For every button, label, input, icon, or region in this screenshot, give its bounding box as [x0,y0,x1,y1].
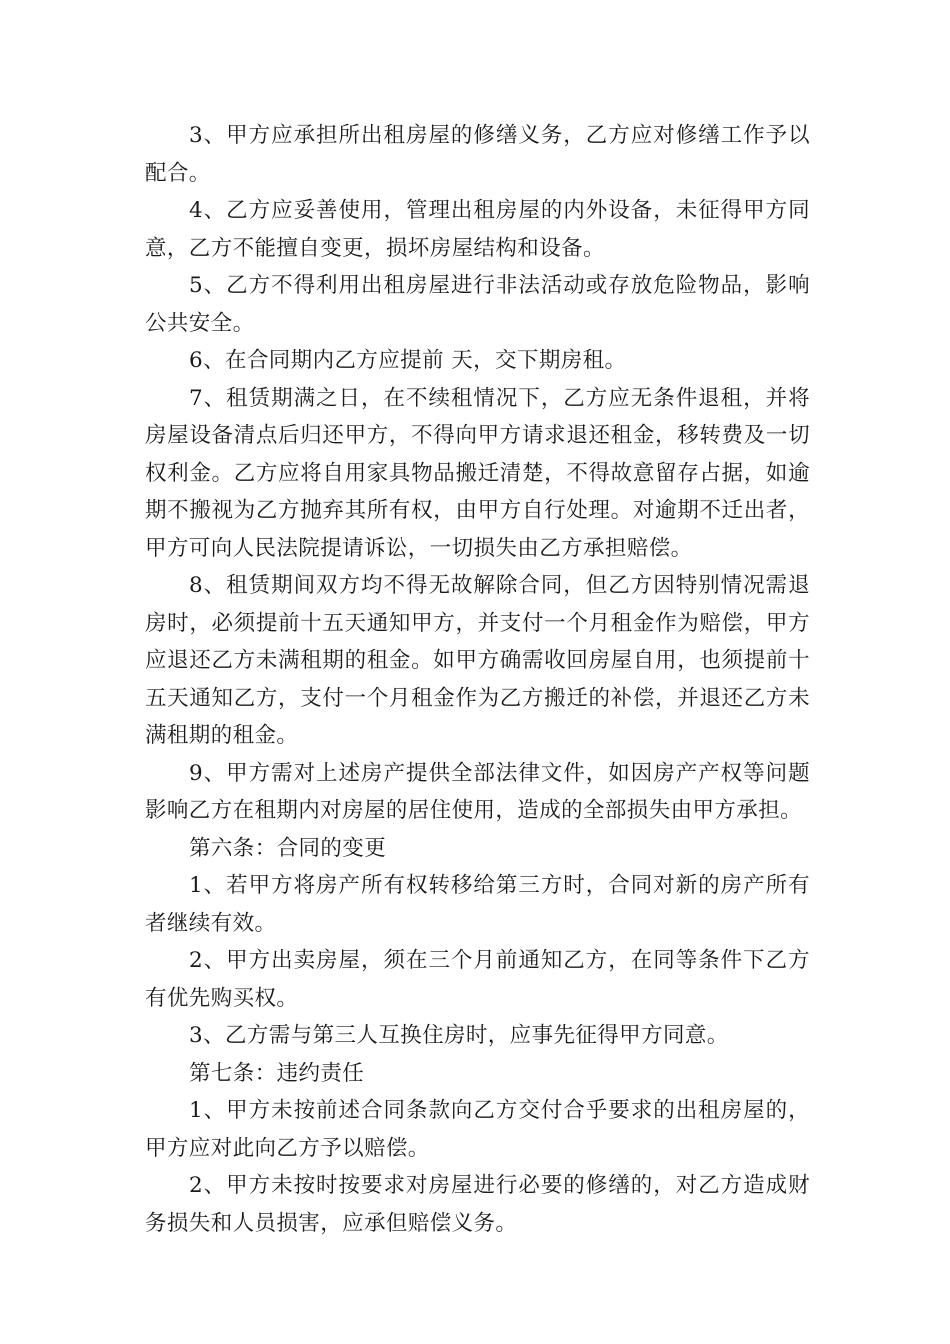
clause-paragraph: 9、甲方需对上述房产提供全部法律文件，如因房产产权等问题影响乙方在租期内对房屋的居住使用，造成的全部损失由甲方承担。 [145,760,810,823]
clause-paragraph: 1、甲方未按前述合同条款向乙方交付合乎要求的出租房屋的，甲方应对此向乙方予以赔偿。 [145,1098,810,1161]
clause-paragraph: 8、租赁期间双方均不得无故解除合同，但乙方因特别情况需退房时，必须提前十五天通知甲方，并支付一个月租金作为赔偿，甲方应退还乙方未满租期的租金。如甲方确需收回房屋自用，也须提前十五天通知乙方，支付一个月租金作为乙方搬迁的补偿，并退还乙方未满租期的租金。 [145,573,810,748]
clause-paragraph: 1、若甲方将房产所有权转移给第三方时，合同对新的房产所有者继续有效。 [145,873,810,936]
section-heading: 第七条：违约责任 [189,1060,365,1086]
section-heading: 第六条：合同的变更 [189,835,387,861]
clause-paragraph: 3、甲方应承担所出租房屋的修缮义务，乙方应对修缮工作予以配合。 [145,123,810,186]
document-body [145,117,810,1242]
clause-paragraph: 3、乙方需与第三人互换住房时，应事先征得甲方同意。 [189,1023,729,1048]
clause-paragraph: 5、乙方不得利用出租房屋进行非法活动或存放危险物品，影响公共安全。 [145,273,810,336]
clause-paragraph: 6、在合同期内乙方应提前 天，交下期房租。 [189,348,627,373]
clause-paragraph: 2、甲方未按时按要求对房屋进行必要的修缮的，对乙方造成财务损失和人员损害，应承但赔偿义务。 [145,1173,810,1236]
clause-paragraph: 4、乙方应妥善使用，管理出租房屋的内外设备，未征得甲方同意，乙方不能擅自变更，损坏房屋结构和设备。 [145,198,810,261]
clause-paragraph: 2、甲方出卖房屋，须在三个月前通知乙方，在同等条件下乙方有优先购买权。 [145,948,810,1011]
clause-paragraph: 7、租赁期满之日，在不续租情况下，乙方应无条件退租，并将房屋设备清点后归还甲方，不得向甲方请求退还租金，移转费及一切权利金。乙方应将自用家具物品搬迁清楚，不得故意留存占据，如逾期不搬视为乙方抛弃其所有权，由甲方自行处理。对逾期不迁出者，甲方可向人民法院提请诉讼，一切损失由乙方承担赔偿。 [145,385,810,561]
